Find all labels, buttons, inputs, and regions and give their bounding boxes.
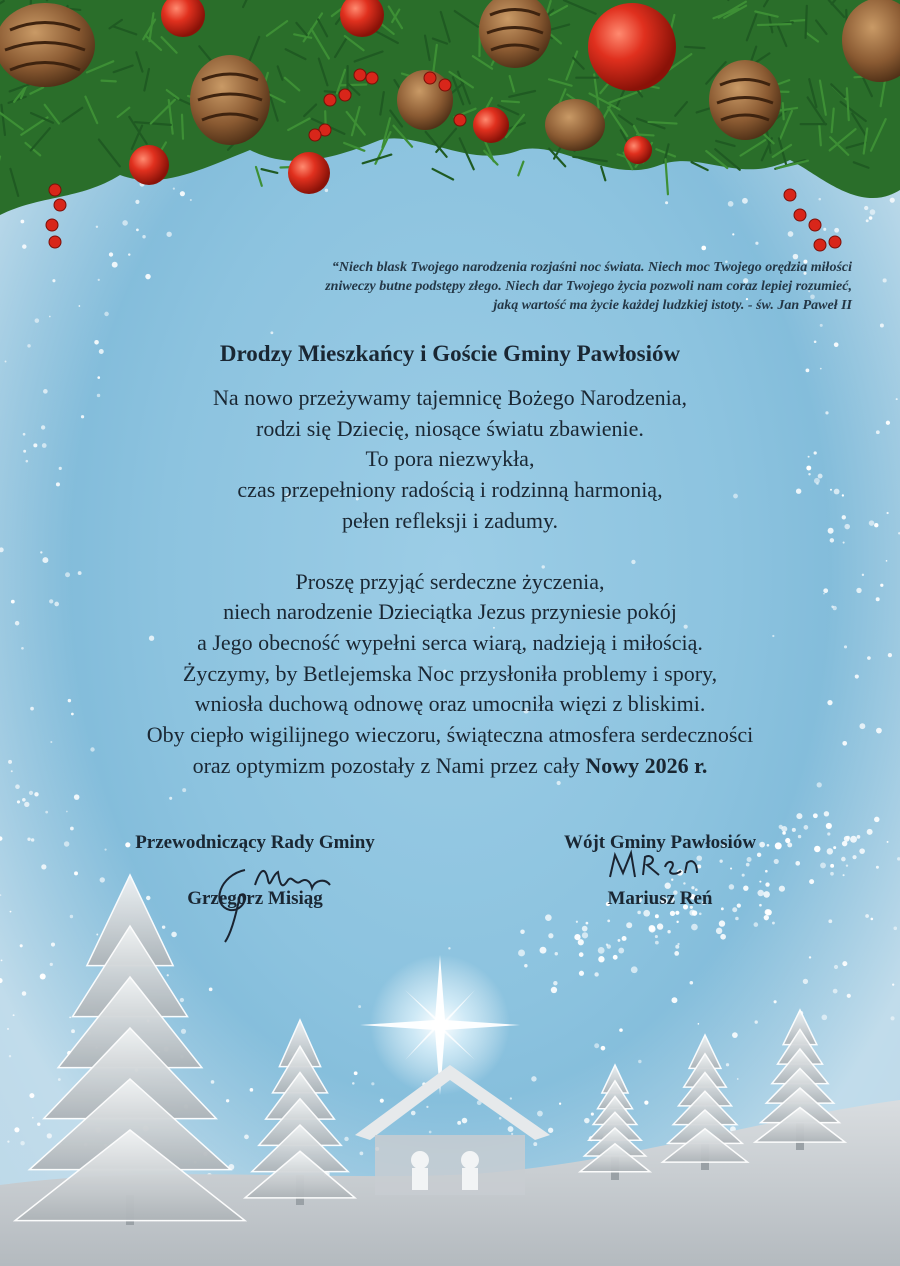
sparkle <box>622 936 627 941</box>
sparkle <box>883 278 887 282</box>
sparkle <box>867 829 873 835</box>
sparkle <box>764 915 769 920</box>
sparkle <box>691 924 698 931</box>
sparkle <box>817 782 822 787</box>
sparkle <box>166 232 171 237</box>
sparkle <box>842 961 847 966</box>
sparkle <box>874 817 879 822</box>
sparkle <box>865 914 869 918</box>
sparkle <box>606 944 608 946</box>
berry <box>49 236 61 248</box>
sparkle <box>553 981 557 985</box>
sparkle <box>49 316 51 318</box>
sparkle <box>822 1015 828 1021</box>
sparkle <box>22 798 26 802</box>
sparkle <box>70 827 74 831</box>
sparkle <box>665 201 668 204</box>
sparkle <box>814 846 820 852</box>
sparkle <box>893 926 897 930</box>
sparkle <box>601 1046 606 1051</box>
sparkle <box>325 189 328 192</box>
sparkle <box>78 305 80 307</box>
sparkle <box>20 1141 24 1145</box>
sparkle <box>24 802 29 807</box>
sparkle <box>594 972 598 976</box>
text-line: niech narodzenie Dzieciątka Jezus przyniesie pokój <box>223 599 677 625</box>
sparkle <box>41 864 46 869</box>
sparkle <box>96 226 98 228</box>
sparkle <box>462 1118 468 1124</box>
berry <box>324 94 336 106</box>
closing-text: oraz optymizm pozostały z Nami przez cały <box>192 752 586 778</box>
sparkle <box>824 811 829 816</box>
sparkle <box>735 917 739 921</box>
sparkle <box>870 209 876 215</box>
sparkle <box>169 797 172 800</box>
sparkle <box>876 866 879 869</box>
sparkle <box>582 932 588 938</box>
sparkle <box>892 984 894 986</box>
ornament-ball <box>473 107 509 143</box>
sparkle <box>719 920 725 926</box>
sparkle <box>772 922 775 925</box>
sparkle <box>674 951 679 956</box>
berry <box>49 184 61 196</box>
sparkle <box>613 955 618 960</box>
sparkle <box>226 1099 229 1102</box>
sparkle <box>97 376 100 379</box>
sparkle <box>128 253 130 255</box>
sparkle <box>830 872 834 876</box>
sparkle <box>69 1017 71 1019</box>
sparkle <box>17 800 20 803</box>
sparkle <box>671 997 677 1003</box>
paragraph-gap <box>0 537 900 567</box>
sparkle <box>655 935 658 938</box>
sparkle <box>880 324 884 328</box>
sparkle <box>618 948 624 954</box>
sparkle <box>29 1093 34 1098</box>
sparkle <box>557 781 561 785</box>
sparkle <box>619 1028 623 1032</box>
sparkle <box>833 846 836 849</box>
sparkle <box>37 1123 40 1126</box>
sparkle <box>499 1117 502 1120</box>
sparkle <box>857 835 861 839</box>
berry <box>46 219 58 231</box>
sparkle <box>411 1111 416 1116</box>
text-line: Oby ciepło wigilijnego wieczoru, świąteczna atmosfera serdeczności <box>146 722 754 748</box>
text-line: czas przepełniony radością i rodzinną harmonią, <box>237 477 663 503</box>
sparkle <box>29 791 33 795</box>
sparkle <box>58 1078 61 1081</box>
sparkle <box>766 909 772 915</box>
sparkle <box>122 220 128 226</box>
sparkle <box>551 987 557 993</box>
sparkle <box>584 1118 590 1124</box>
sparkle <box>720 934 726 940</box>
quote-line: “Niech blask Twojego narodzenia rozjaśni noc świata. Niech moc Twojego orędzia miłości <box>331 260 852 275</box>
sparkle <box>15 784 20 789</box>
sparkle <box>1 959 3 961</box>
sparkle <box>690 981 694 985</box>
sparkle <box>209 988 213 992</box>
sparkle <box>649 925 656 932</box>
sparkle <box>826 823 832 829</box>
sparkle <box>847 994 851 998</box>
signatory-name: Mariusz Reń <box>607 888 713 909</box>
sparkle <box>22 244 26 248</box>
sparkle <box>643 910 650 917</box>
signatory-name: Grzegorz Misiąg <box>187 888 323 909</box>
sparkle <box>806 368 810 372</box>
berry <box>439 79 451 91</box>
sparkle <box>31 838 34 841</box>
sparkle <box>827 848 833 854</box>
sparkle <box>27 838 30 841</box>
pine-needle <box>758 24 791 25</box>
text-line: wniosła duchową odnowę oraz umocniła więzi z bliskimi. <box>194 691 706 717</box>
sparkle <box>698 1023 700 1025</box>
sparkle <box>344 1137 348 1141</box>
sparkle <box>548 933 553 938</box>
sparkle <box>548 1128 553 1133</box>
sparkle <box>843 874 845 876</box>
text-line: a Jego obecność wypełni serca wiarą, nadzieją i miłością. <box>197 629 703 655</box>
berry <box>794 209 806 221</box>
pine-cone <box>709 60 781 140</box>
sparkle <box>754 922 759 927</box>
sparkle <box>9 1055 11 1057</box>
sparkle <box>190 199 192 201</box>
sparkle <box>74 794 80 800</box>
sparkle <box>850 836 857 843</box>
sparkle <box>844 836 850 842</box>
text-line: To pora niezwykła, <box>365 446 535 472</box>
sparkle <box>578 939 584 945</box>
sparkle <box>270 331 273 334</box>
wishes-text <box>0 383 900 781</box>
sparkle <box>360 1151 364 1155</box>
sparkle <box>136 229 139 232</box>
berry <box>309 129 321 141</box>
sparkle <box>45 811 48 814</box>
sparkle <box>732 233 734 235</box>
pine-needle <box>685 47 704 48</box>
sparkle <box>448 947 450 949</box>
sparkle <box>66 811 68 813</box>
pine-needle <box>182 115 183 139</box>
berry <box>829 236 841 248</box>
sparkle <box>788 231 794 237</box>
sparkle <box>869 216 873 220</box>
sparkle <box>774 1000 777 1003</box>
signatory-role: Wójt Gminy Pawłosiów <box>563 832 757 853</box>
sparkle <box>540 947 547 954</box>
sparkle <box>510 1097 512 1099</box>
berry <box>814 239 826 251</box>
sparkle <box>699 912 702 915</box>
sparkle <box>586 922 589 925</box>
sparkle <box>689 910 695 916</box>
berry <box>354 69 366 81</box>
sparkle <box>142 235 145 238</box>
pine-cone <box>190 55 270 145</box>
sparkle <box>98 279 100 281</box>
sparkle <box>64 841 69 846</box>
quote-line: zniweczy butne podstępy złego. Niech dar Twojego życia pozwoli nam coraz lepiej rozumieć, <box>325 279 852 294</box>
ornament-ball <box>288 152 330 194</box>
sparkle <box>638 1060 641 1063</box>
sparkle <box>71 1029 75 1033</box>
closing-line <box>0 751 900 782</box>
sparkle <box>20 944 23 947</box>
berry <box>784 189 796 201</box>
sparkle <box>10 911 12 913</box>
sparkle <box>716 928 722 934</box>
sparkle <box>598 956 604 962</box>
pine-needle <box>791 20 805 21</box>
sparkle <box>701 246 706 251</box>
berry <box>339 89 351 101</box>
pine-needle <box>102 81 116 82</box>
sparkle <box>657 923 663 929</box>
sparkle <box>180 191 185 196</box>
handwritten-signature-right <box>605 845 725 885</box>
pine-needle <box>502 101 519 102</box>
ornament-ball <box>588 3 676 91</box>
sparkle <box>890 1016 894 1020</box>
sparkle <box>429 1131 432 1134</box>
sparkle <box>426 1106 428 1108</box>
ornament-ball <box>624 136 652 164</box>
sparkle <box>618 939 621 942</box>
pine-needle <box>783 103 784 119</box>
sparkle <box>74 871 78 875</box>
sparkle <box>52 279 55 282</box>
berry <box>54 199 66 211</box>
sparkle <box>508 1126 514 1132</box>
text-line: Życzymy, by Betlejemska Noc przysłoniła problemy i spory, <box>182 660 718 686</box>
berry <box>809 219 821 231</box>
sparkle <box>171 932 177 938</box>
berry <box>454 114 466 126</box>
sparkle <box>830 864 834 868</box>
sparkle <box>582 926 588 932</box>
sparkle <box>594 1043 599 1048</box>
sparkle <box>14 1127 19 1132</box>
sparkle <box>358 1005 361 1008</box>
ornament-ball <box>129 145 169 185</box>
sparkle <box>7 1028 9 1030</box>
sparkle <box>22 991 27 996</box>
sparkle <box>755 242 758 245</box>
sparkle <box>34 792 38 796</box>
sparkle <box>890 198 895 203</box>
sparkle <box>827 832 830 835</box>
sparkle <box>820 324 823 327</box>
sparkle <box>859 848 865 854</box>
sparkle <box>675 911 679 915</box>
sparkle <box>354 1071 358 1075</box>
sparkle <box>180 998 184 1002</box>
sparkle <box>579 971 584 976</box>
sparkle <box>112 262 118 268</box>
sparkle <box>380 1099 384 1103</box>
sparkle <box>591 1113 594 1116</box>
sparkle <box>352 1082 355 1085</box>
sparkle <box>211 1080 215 1084</box>
sparkle <box>813 813 818 818</box>
sparkle <box>70 915 73 918</box>
sparkle <box>181 1029 186 1034</box>
sparkle <box>533 1142 537 1146</box>
sparkle <box>50 963 53 966</box>
berry <box>366 72 378 84</box>
pine-needle <box>806 6 807 38</box>
quote-line: jaką wartość ma życie każdej ludzkiej istoty. - św. Jan Paweł II <box>493 298 852 313</box>
quote-block <box>132 258 852 315</box>
sparkle <box>182 788 186 792</box>
sparkle <box>732 1032 738 1038</box>
sparkle <box>371 1082 374 1085</box>
sparkle <box>555 952 558 955</box>
sparkle <box>676 921 678 923</box>
sparkle <box>820 863 826 869</box>
sparkle <box>823 228 826 231</box>
sparkle <box>670 911 675 916</box>
sparkle <box>833 989 838 994</box>
sparkle <box>598 947 605 954</box>
sparkle <box>162 925 165 928</box>
sparkle <box>820 368 822 370</box>
sparkle <box>32 1117 34 1119</box>
sparkle <box>728 201 734 207</box>
sparkle <box>47 1133 52 1138</box>
sparkle <box>742 198 748 204</box>
sparkle <box>655 941 659 945</box>
sparkle <box>559 1103 561 1105</box>
sparkle <box>834 965 838 969</box>
sparkle <box>796 813 802 819</box>
sparkle <box>871 918 874 921</box>
sparkle <box>626 922 632 928</box>
greeting-heading: Drodzy Mieszkańcy i Goście Gminy Pawłosiów <box>219 341 681 366</box>
sparkle <box>631 966 638 973</box>
sparkle <box>804 825 809 830</box>
sparkle <box>803 979 808 984</box>
sparkle <box>637 911 641 915</box>
sparkle <box>677 943 679 945</box>
sparkle <box>574 934 580 940</box>
sparkle <box>13 1014 15 1016</box>
sparkle <box>109 252 113 256</box>
pine-cone <box>545 99 605 151</box>
sparkle <box>40 974 46 980</box>
sparkle <box>828 919 832 923</box>
sparkle <box>135 200 139 204</box>
sparkle <box>250 1088 254 1092</box>
sparkle <box>737 1078 739 1080</box>
text-line: Na nowo przeżywamy tajemnicę Bożego Narodzenia, <box>212 385 688 410</box>
sparkle <box>511 1133 513 1135</box>
signatory-role: Przewodniczący Rady Gminy <box>135 832 375 853</box>
sparkle <box>841 857 846 862</box>
sparkle <box>846 864 848 866</box>
text-line: pełen refleksji i zadumy. <box>341 507 559 533</box>
sparkle <box>834 228 839 233</box>
sparkle <box>21 220 25 224</box>
sparkle <box>7 1141 9 1143</box>
text-line: Proszę przyjąć serdeczne życzenia, <box>295 568 605 594</box>
sparkle <box>524 964 527 967</box>
text-line: rodzi się Dziecię, niosące światu zbawienie. <box>256 415 644 441</box>
sparkle <box>51 942 55 946</box>
sparkle <box>173 188 175 190</box>
sparkle <box>818 198 821 201</box>
sparkle <box>726 1063 729 1066</box>
pine-needle <box>340 84 366 85</box>
sparkle <box>576 921 578 923</box>
sparkle <box>35 318 40 323</box>
handwritten-signature-left <box>200 850 350 945</box>
sparkle <box>545 914 552 921</box>
sparkle <box>866 219 869 222</box>
sparkle <box>607 919 610 922</box>
sparkle <box>667 930 670 933</box>
sparkle <box>244 1135 249 1140</box>
year-emphasis: Nowy 2026 r. <box>585 752 708 778</box>
sparkle <box>579 952 584 957</box>
sparkle <box>887 841 889 843</box>
sparkle <box>755 1020 758 1023</box>
sparkle <box>809 956 811 958</box>
sparkle <box>531 1076 536 1081</box>
sparkle <box>675 945 679 949</box>
sparkle <box>644 1101 648 1105</box>
berry <box>424 72 436 84</box>
sparkle <box>520 929 525 934</box>
sparkle <box>457 1121 461 1125</box>
sparkle <box>537 1111 543 1117</box>
sparkle <box>167 974 169 976</box>
sparkle <box>518 949 525 956</box>
sparkle <box>852 855 856 859</box>
sparkle <box>96 934 98 936</box>
sparkle <box>864 206 868 210</box>
sparkle <box>842 841 847 846</box>
sparkle <box>655 914 659 918</box>
sparkle <box>104 312 109 317</box>
